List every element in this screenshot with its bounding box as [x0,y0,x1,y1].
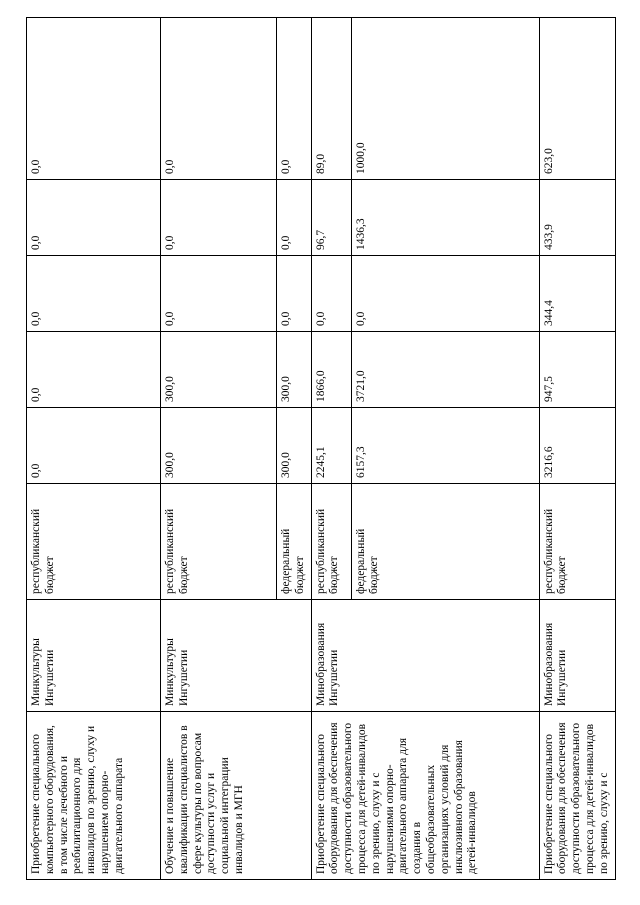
funding-source-cell: республиканский бюджет [161,484,277,600]
value-cell: 3216,6 [539,408,615,484]
value-cell: 0,0 [311,256,351,332]
executor-cell: Минкультуры Ингушетии [27,600,161,712]
funding-source-cell: федеральный бюджет [351,484,539,600]
value-cell: 0,0 [277,256,312,332]
value-cell: 300,0 [161,332,277,408]
value-cell: 2245,1 [311,408,351,484]
funding-source-cell: республиканский бюджет [539,484,615,600]
table-row [27,18,161,880]
value-cell: 623,0 [539,18,615,180]
value-cell: 0,0 [161,256,277,332]
value-cell: 0,0 [277,18,312,180]
value-cell: 300,0 [277,408,312,484]
funding-source-cell: республиканский бюджет [27,484,161,600]
executor-cell: Минобразования Ингушетии [539,600,615,712]
value-cell: 0,0 [277,180,312,256]
funding-source-cell: федеральный бюджет [277,484,312,600]
value-cell: 947,5 [539,332,615,408]
value-cell: 0,0 [27,256,161,332]
executor-cell: Минобразования Ингушетии [311,600,539,712]
value-cell: 3721,0 [351,332,539,408]
value-cell: 1866,0 [311,332,351,408]
value-cell: 0,0 [27,180,161,256]
value-cell: 344,4 [539,256,615,332]
value-cell: 0,0 [161,18,277,180]
value-cell: 6157,3 [351,408,539,484]
measure-description: Приобретение специального оборудования для обеспечения доступности образовательного процесса для детей-инвалидов по зрению, слуху и с нарушениями опорно-двигательного аппарата для создания в общеобразовательных организациях условий для инклюзивного образования детей-инвалидов [311,712,539,880]
funding-source-cell: республиканский бюджет [311,484,351,600]
value-cell: 433,9 [539,180,615,256]
measure-description: Приобретение специального оборудования для обеспечения доступности образовательного процесса для детей-инвалидов по зрению, слуху и с [539,712,615,880]
table-row [311,18,351,880]
measure-description: Приобретение специального компьютерного оборудования, в том числе лечебного и реабилитационного для инвалидов по зрению, слуху и нарушением опорно-двигательного аппарата [27,712,161,880]
value-cell: 0,0 [27,408,161,484]
value-cell: 96,7 [311,180,351,256]
value-cell: 0,0 [351,256,539,332]
value-cell: 89,0 [311,18,351,180]
value-cell: 0,0 [27,18,161,180]
value-cell: 300,0 [161,408,277,484]
table-row [161,18,277,880]
value-cell: 0,0 [161,180,277,256]
budget-table [26,17,616,880]
executor-cell: Минкультуры Ингушетии [161,600,312,712]
rotated-page [26,18,616,880]
value-cell: 1436,3 [351,180,539,256]
value-cell: 0,0 [27,332,161,408]
measure-description: Обучение и повышение квалификации специалистов в сфере культуры по вопросам доступности услуг и социальной интеграции инвалидов и МГН [161,712,312,880]
table-body [27,18,616,880]
table-row [539,18,615,880]
value-cell: 1000,0 [351,18,539,180]
value-cell: 300,0 [277,332,312,408]
